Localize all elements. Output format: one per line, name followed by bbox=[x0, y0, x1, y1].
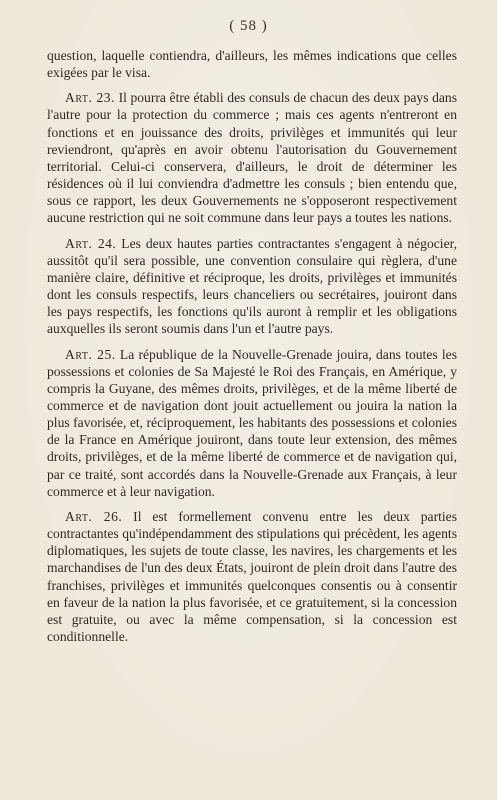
article-24 bbox=[47, 235, 457, 338]
article-label: Art. 25. bbox=[65, 346, 116, 362]
article-label: Art. 24. bbox=[65, 235, 117, 251]
paragraph-text: question, laquelle contiendra, d'ailleurs, les mêmes indications que celles exigées par le visa. bbox=[47, 48, 457, 81]
paragraph-text: Les deux hautes parties contractantes s'engagent à négocier, aussitôt qu'il sera possible, une convention consulaire qui règlera, d'une manière claire, définitive et réciproque, les droits, privilèges et immunités dont les consuls respectifs, leurs chanceliers ou secrétaires, jouiront dans les pays respectifs, les fonctions qu'ils auront à remplir et les obligations auxquelles ils seront soumis dans l'un et l'autre pays. bbox=[47, 235, 457, 337]
paragraph-text: Il pourra être établi des consuls de chacun des deux pays dans l'autre pour la protection du commerce ; mais ces agents n'entreront en fonctions et en jouissance des droits, privilèges et immunités qui leur reviendront, qu'après en avoir obtenu l'autorisation du Gouvernement territorial. Celui-ci conservera, d'ailleurs, le droit de déterminer les résidences où il lui conviendra d'admettre les consuls ; bien entendu que, sous ce rapport, les deux Gouvernements ne s'opposeront respectivement aucune restriction qui ne soit commune dans leur pays a toutes les nations. bbox=[47, 90, 457, 226]
article-23 bbox=[47, 89, 457, 226]
article-25 bbox=[47, 346, 457, 500]
body-text bbox=[47, 47, 457, 653]
paragraph-continuation bbox=[47, 47, 457, 81]
article-label: Art. 23. bbox=[65, 90, 115, 106]
paragraph-text: Il est formellement convenu entre les deux parties contractantes qu'indépendamment des stipulations qui précèdent, les agents diplomatiques, les sujets de toute classe, les navires, les chargements et les marchandises de l'un des deux États, jouiront de plein droit dans l'autre des franchises, privilèges et immunités quelconques consentis ou à consentir en faveur de la nation la plus favorisée, et ce gratuitement, si la concession est gratuite, ou avec la même compensation, si la concession est conditionnelle. bbox=[47, 508, 457, 644]
paragraph-text: La république de la Nouvelle-Grenade jouira, dans toutes les possessions et colonies de Sa Majesté le Roi des Français, en Amérique, y compris la Guyane, des mêmes droits, privilèges, et de la même liberté de commerce et de navigation dont jouit actuellement ou jouira la nation la plus favorisée, et, réciproquement, les habitants des possessions et colonies de la France en Amérique jouiront, dans toute leur extension, des mêmes droits, privilèges, et de la même liberté de commerce et de navigation qui, par ce traité, sont accordés dans la Nouvelle-Grenade aux Français, à leur commerce et à leur navigation. bbox=[47, 346, 457, 499]
article-label: Art. 26. bbox=[65, 508, 123, 524]
article-26 bbox=[47, 508, 457, 645]
page-number: ( 58 ) bbox=[229, 18, 268, 34]
